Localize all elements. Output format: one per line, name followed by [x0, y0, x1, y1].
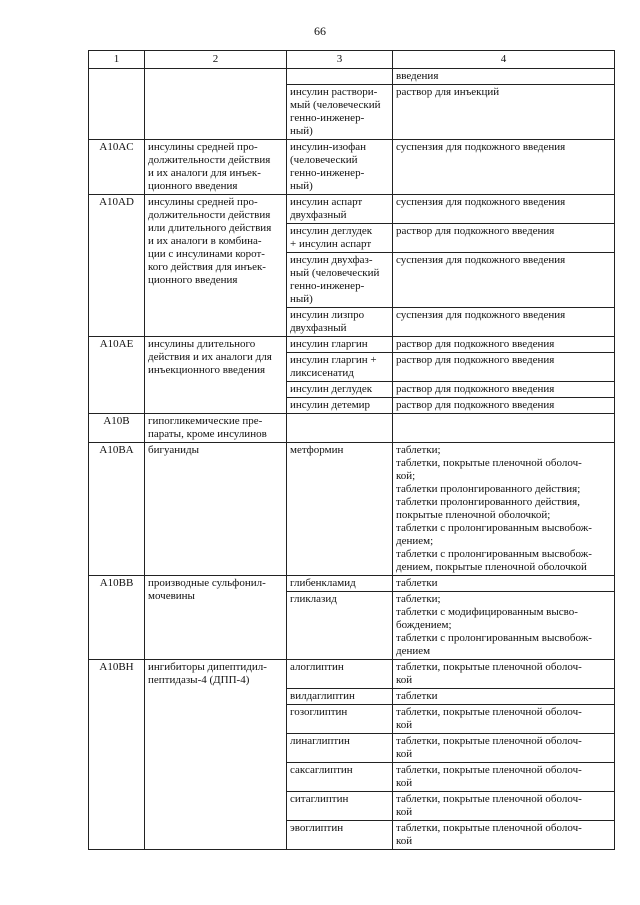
- form-cell: раствор для подкожного введения: [393, 353, 615, 382]
- drug-cell: гликлазид: [287, 592, 393, 660]
- drug-cell: метформин: [287, 443, 393, 576]
- form-cell: суспензия для подкожного введения: [393, 308, 615, 337]
- drug-cell: линаглиптин: [287, 734, 393, 763]
- drug-cell: саксаглиптин: [287, 763, 393, 792]
- drug-cell: инсулин деглудек: [287, 382, 393, 398]
- table-row: [89, 69, 615, 85]
- form-cell: таблетки; таблетки, покрытые пленочной оболоч- кой; таблетки пролонгированного действия; таблетки пролонгированного действия, покрытые пленочной оболочкой; таблетки с пролонгированным высвобож- дением; таблетки с пролонгированным высвобож- дением, покрытые пленочной оболочкой: [393, 443, 615, 576]
- atc-code-cell: A10B: [89, 414, 145, 443]
- form-cell: раствор для подкожного введения: [393, 224, 615, 253]
- table-row: [89, 195, 615, 224]
- group-cell: производные сульфонил- мочевины: [145, 576, 287, 660]
- form-cell: таблетки, покрытые пленочной оболоч- кой: [393, 792, 615, 821]
- group-cell: гипогликемические пре- параты, кроме инсулинов: [145, 414, 287, 443]
- atc-code-cell: A10AE: [89, 337, 145, 414]
- atc-code-cell: A10AD: [89, 195, 145, 337]
- drug-cell: инсулин раствори- мый (человеческий генно-инженер- ный): [287, 85, 393, 140]
- table-row: [89, 443, 615, 576]
- drug-cell: инсулин лизпро двухфазный: [287, 308, 393, 337]
- drug-cell: глибенкламид: [287, 576, 393, 592]
- drug-cell: инсулин двухфаз- ный (человеческий генно-инженер- ный): [287, 253, 393, 308]
- form-cell: суспензия для подкожного введения: [393, 140, 615, 195]
- drug-cell: [287, 414, 393, 443]
- form-cell: суспензия для подкожного введения: [393, 253, 615, 308]
- drug-table: [88, 50, 615, 850]
- atc-code-cell: A10BB: [89, 576, 145, 660]
- form-cell: раствор для подкожного введения: [393, 337, 615, 353]
- drug-cell: инсулин-изофан (человеческий генно-инженер- ный): [287, 140, 393, 195]
- form-cell: таблетки: [393, 689, 615, 705]
- form-cell: таблетки, покрытые пленочной оболоч- кой: [393, 734, 615, 763]
- form-cell: раствор для подкожного введения: [393, 398, 615, 414]
- form-cell: введения: [393, 69, 615, 85]
- header-cell-drug: 3: [287, 51, 393, 69]
- group-cell: бигуаниды: [145, 443, 287, 576]
- table-row: [89, 337, 615, 353]
- group-cell: инсулины длительного действия и их аналоги для инъекционного введения: [145, 337, 287, 414]
- atc-code-cell: A10AC: [89, 140, 145, 195]
- table-row: [89, 576, 615, 592]
- form-cell: раствор для подкожного введения: [393, 382, 615, 398]
- group-cell: инсулины средней про- должительности действия или длительного действия и их аналоги в комбина- ции с инсулинами корот- кого действия для инъек- ционного введения: [145, 195, 287, 337]
- table-row: [89, 140, 615, 195]
- drug-cell: инсулин аспарт двухфазный: [287, 195, 393, 224]
- group-cell: [145, 69, 287, 140]
- page-number: 66: [314, 24, 326, 38]
- drug-cell: [287, 69, 393, 85]
- form-cell: таблетки, покрытые пленочной оболоч- кой: [393, 821, 615, 850]
- drug-cell: инсулин гларгин: [287, 337, 393, 353]
- form-cell: таблетки, покрытые пленочной оболоч- кой: [393, 763, 615, 792]
- drug-cell: инсулин детемир: [287, 398, 393, 414]
- drug-cell: эвоглиптин: [287, 821, 393, 850]
- header-cell-group: 2: [145, 51, 287, 69]
- group-cell: ингибиторы дипептидил- пептидазы-4 (ДПП-4): [145, 660, 287, 850]
- drug-cell: инсулин деглудек + инсулин аспарт: [287, 224, 393, 253]
- drug-cell: ситаглиптин: [287, 792, 393, 821]
- form-cell: раствор для инъекций: [393, 85, 615, 140]
- header-cell-code: 1: [89, 51, 145, 69]
- table-row: [89, 414, 615, 443]
- drug-cell: вилдаглиптин: [287, 689, 393, 705]
- form-cell: [393, 414, 615, 443]
- form-cell: таблетки, покрытые пленочной оболоч- кой: [393, 660, 615, 689]
- drug-cell: алоглиптин: [287, 660, 393, 689]
- form-cell: таблетки: [393, 576, 615, 592]
- group-cell: инсулины средней про- должительности действия и их аналоги для инъек- ционного введения: [145, 140, 287, 195]
- header-row: [89, 51, 615, 69]
- atc-code-cell: [89, 69, 145, 140]
- form-cell: таблетки, покрытые пленочной оболоч- кой: [393, 705, 615, 734]
- drug-cell: гозоглиптин: [287, 705, 393, 734]
- form-cell: суспензия для подкожного введения: [393, 195, 615, 224]
- form-cell: таблетки; таблетки с модифицированным высво- бождением; таблетки с пролонгированным высвобож- дением: [393, 592, 615, 660]
- header-cell-form: 4: [393, 51, 615, 69]
- atc-code-cell: A10BH: [89, 660, 145, 850]
- drug-cell: инсулин гларгин + ликсисенатид: [287, 353, 393, 382]
- table-row: [89, 660, 615, 689]
- atc-code-cell: A10BA: [89, 443, 145, 576]
